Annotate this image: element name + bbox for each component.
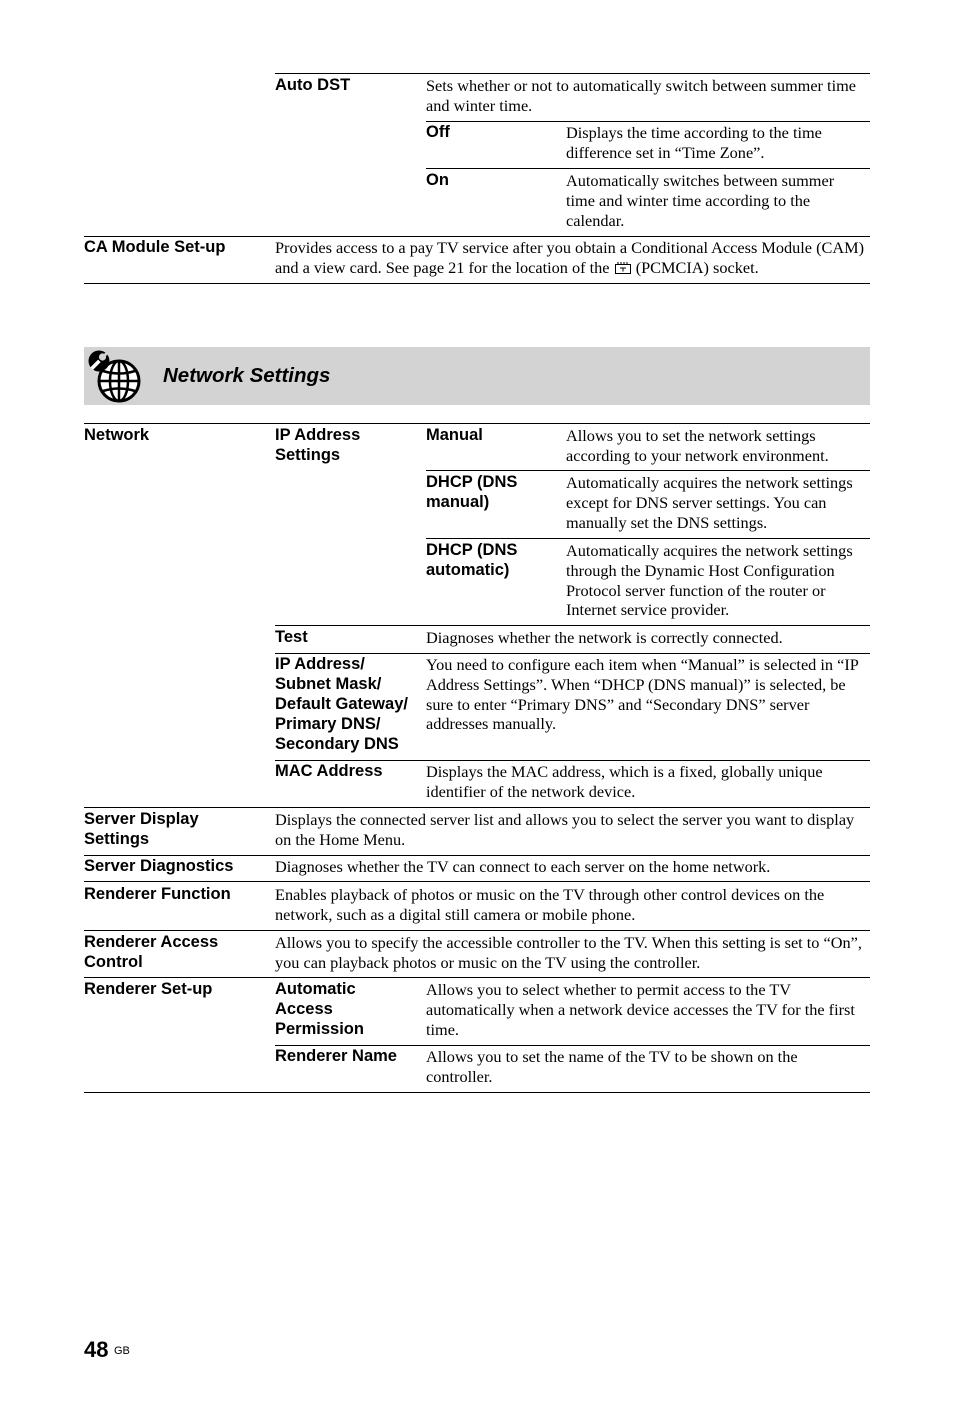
ip-fields-label: IP Address/ Subnet Mask/ Default Gateway/ Primary DNS/ Secondary DNS bbox=[275, 655, 408, 753]
renderer-name-desc: Allows you to set the name of the TV to be shown on the controller. bbox=[426, 1047, 798, 1086]
renderer-setup-label: Renderer Set-up bbox=[84, 980, 213, 998]
renderer-name-label: Renderer Name bbox=[275, 1047, 397, 1065]
network-label: Network bbox=[84, 426, 150, 444]
rule bbox=[426, 168, 870, 169]
pcmcia-slot-icon bbox=[614, 261, 632, 275]
wrench-globe-icon bbox=[86, 348, 142, 404]
region-code: GB bbox=[114, 1345, 130, 1357]
automatic-access-permission-desc: Allows you to select whether to permit access to the TV automatically when a network device accesses the TV for the first time. bbox=[426, 980, 855, 1039]
auto-dst-label: Auto DST bbox=[275, 76, 351, 94]
page-number: 48 bbox=[84, 1337, 109, 1362]
rule bbox=[84, 283, 870, 284]
renderer-function-label: Renderer Function bbox=[84, 885, 231, 903]
server-display-settings-desc: Displays the connected server list and allows you to select the server you want to display on the Home Menu. bbox=[275, 810, 855, 849]
auto-dst-off-label: Off bbox=[426, 123, 450, 141]
dhcp-dns-manual-desc: Automatically acquires the network settings except for DNS server settings. You can manually set the DNS settings. bbox=[566, 473, 853, 532]
rule bbox=[275, 73, 870, 74]
rule bbox=[84, 423, 870, 424]
ip-fields-desc: You need to configure each item when “Manual” is selected in “IP Address Settings”. When “DHCP (DNS manual)” is selected, be sure to enter “Primary DNS” and “Secondary DNS” server addresses manually. bbox=[426, 655, 859, 734]
server-diagnostics-label: Server Diagnostics bbox=[84, 857, 234, 875]
test-label: Test bbox=[275, 628, 308, 646]
ip-address-settings-label: IP Address Settings bbox=[275, 426, 361, 464]
rule bbox=[84, 977, 870, 978]
ca-module-desc-before: Provides access to a pay TV service after you obtain a Conditional Access Module (CAM) and a view card. See page 21 for the location of the bbox=[275, 238, 865, 277]
rule bbox=[84, 807, 870, 808]
test-desc: Diagnoses whether the network is correctly connected. bbox=[426, 628, 783, 647]
dhcp-dns-automatic-label: DHCP (DNS automatic) bbox=[426, 541, 518, 579]
rule bbox=[84, 881, 870, 882]
auto-dst-on-label: On bbox=[426, 171, 449, 189]
ca-module-label: CA Module Set-up bbox=[84, 238, 226, 256]
auto-dst-off-desc: Displays the time according to the time difference set in “Time Zone”. bbox=[566, 123, 822, 162]
renderer-access-control-desc: Allows you to specify the accessible controller to the TV. When this setting is set to “On”, you can playback photos or music on the TV using the controller. bbox=[275, 933, 862, 972]
dhcp-dns-automatic-desc: Automatically acquires the network settings through the Dynamic Host Configuration Protocol server function of the router or Internet service provider. bbox=[566, 541, 853, 620]
rule bbox=[84, 930, 870, 931]
ca-module-desc-after: (PCMCIA) socket. bbox=[635, 257, 759, 277]
rule bbox=[426, 538, 870, 539]
auto-dst-desc: Sets whether or not to automatically switch between summer time and winter time. bbox=[426, 76, 856, 115]
rule bbox=[275, 625, 870, 626]
ca-module-desc bbox=[275, 238, 867, 278]
automatic-access-permission-label: Automatic Access Permission bbox=[275, 980, 364, 1038]
rule bbox=[84, 1092, 870, 1093]
manual-label: Manual bbox=[426, 426, 483, 444]
auto-dst-on-desc: Automatically switches between summer time and winter time according to the calendar. bbox=[566, 171, 835, 230]
mac-address-desc: Displays the MAC address, which is a fixed, globally unique identifier of the network device. bbox=[426, 762, 823, 801]
dhcp-dns-manual-label: DHCP (DNS manual) bbox=[426, 473, 518, 511]
renderer-function-desc: Enables playback of photos or music on the TV through other control devices on the network, such as a digital still camera or mobile phone. bbox=[275, 885, 825, 924]
server-diagnostics-desc: Diagnoses whether the TV can connect to each server on the home network. bbox=[275, 857, 771, 876]
renderer-access-control-label: Renderer Access Control bbox=[84, 933, 219, 971]
mac-address-label: MAC Address bbox=[275, 762, 383, 780]
manual-desc: Allows you to set the network settings according to your network environment. bbox=[566, 426, 829, 465]
rule bbox=[426, 470, 870, 471]
section-title: Network Settings bbox=[163, 364, 331, 387]
server-display-settings-label: Server Display Settings bbox=[84, 810, 199, 848]
